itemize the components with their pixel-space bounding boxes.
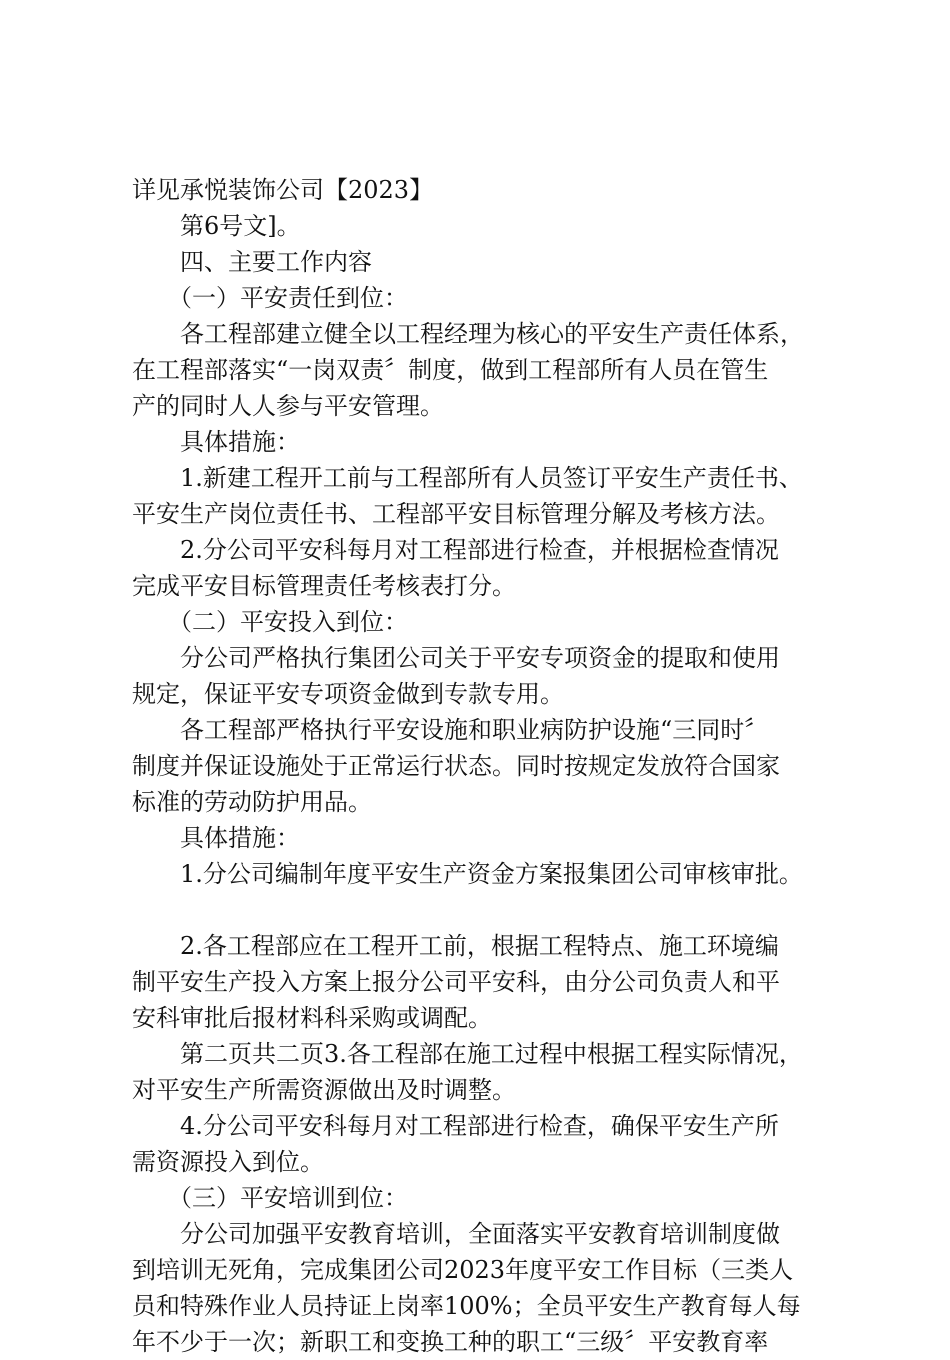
list-item-line: 平安生产岗位责任书、工程部平安目标管理分解及考核方法。: [132, 500, 780, 528]
list-item-line: 第二页共二页3.各工程部在施工过程中根据工程实际情况，: [180, 1040, 803, 1068]
list-item-line: 2.分公司平安科每月对工程部进行检查，并根据检查情况: [180, 536, 779, 564]
list-item-line: 制平安生产投入方案上报分公司平安科，由分公司负责人和平: [132, 968, 780, 996]
measures-label: 具体措施：: [180, 824, 300, 852]
list-item-line: 对平安生产所需资源做出及时调整。: [132, 1076, 516, 1104]
list-item-line: 完成平安目标管理责任考核表打分。: [132, 572, 516, 600]
subsection-heading: （一）平安责任到位：: [168, 284, 408, 312]
paragraph-line: 标准的劳动防护用品。: [132, 788, 372, 816]
blank-line: [132, 892, 832, 928]
list-item-line: 安科审批后报材料科采购或调配。: [132, 1004, 492, 1032]
subsection-heading: （二）平安投入到位：: [168, 608, 408, 636]
document-body: [132, 172, 832, 1360]
paragraph-line: 年不少于一次；新职工和变换工种的职工“三级〞平安教育率: [132, 1328, 769, 1356]
list-item-line: 需资源投入到位。: [132, 1148, 324, 1176]
paragraph-line: 各工程部建立健全以工程经理为核心的平安生产责任体系，: [180, 320, 804, 348]
paragraph-line: 规定，保证平安专项资金做到专款专用。: [132, 680, 564, 708]
paragraph-line: 制度并保证设施处于正常运行状态。同时按规定发放符合国家: [132, 752, 780, 780]
list-item-line: 1.分公司编制年度平安生产资金方案报集团公司审核审批。: [180, 860, 803, 888]
paragraph-line: 在工程部落实“一岗双责〞制度，做到工程部所有人员在管生: [132, 356, 769, 384]
paragraph-line: 员和特殊作业人员持证上岗率100%；全员平安生产教育每人每: [132, 1292, 801, 1320]
list-item-line: 2.各工程部应在工程开工前，根据工程特点、施工环境编: [180, 932, 779, 960]
paragraph-line: 到培训无死角，完成集团公司2023年度平安工作目标（三类人: [132, 1256, 794, 1284]
paragraph-line: 分公司严格执行集团公司关于平安专项资金的提取和使用: [180, 644, 780, 672]
paragraph-line: 分公司加强平安教育培训，全面落实平安教育培训制度做: [180, 1220, 780, 1248]
paragraph-line: 各工程部严格执行平安设施和职业病防护设施“三同时〞: [180, 716, 769, 744]
list-item-line: 1.新建工程开工前与工程部所有人员签订平安生产责任书、: [180, 464, 803, 492]
measures-label: 具体措施：: [180, 428, 300, 456]
section-heading: 四、主要工作内容: [180, 248, 372, 276]
paragraph-line: 产的同时人人参与平安管理。: [132, 392, 444, 420]
text-line: 详见承悦装饰公司【2023】: [132, 176, 434, 204]
subsection-heading: （三）平安培训到位：: [168, 1184, 408, 1212]
list-item-line: 4.分公司平安科每月对工程部进行检查，确保平安生产所: [180, 1112, 779, 1140]
text-line: 第6号文]。: [180, 212, 301, 240]
